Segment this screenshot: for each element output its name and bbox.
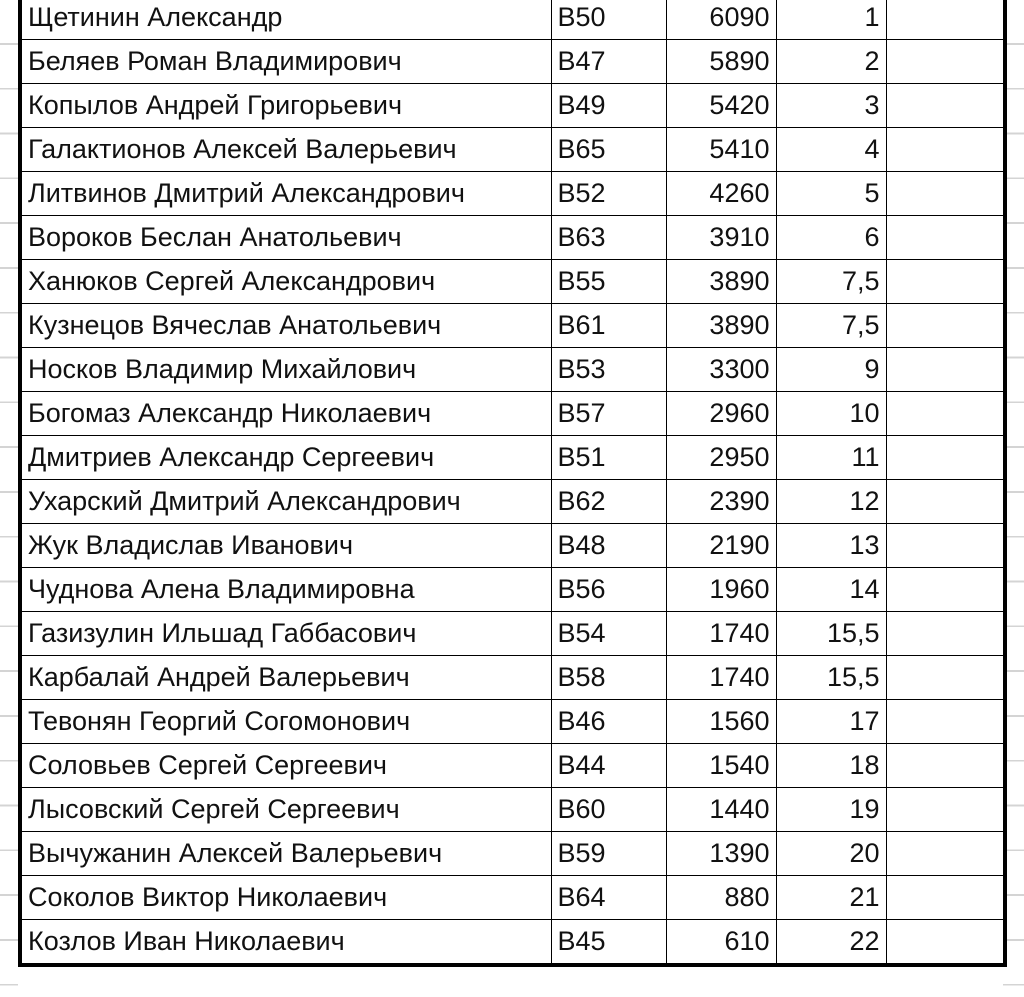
name-cell[interactable]: Соловьев Сергей Сергеевич — [20, 744, 551, 788]
name-cell[interactable]: Галактионов Алексей Валерьевич — [20, 128, 551, 172]
code-cell[interactable]: B63 — [551, 216, 666, 260]
score-cell[interactable]: 5420 — [666, 84, 776, 128]
rank-cell[interactable]: 2 — [776, 40, 886, 84]
code-cell[interactable]: B64 — [551, 876, 666, 920]
rank-cell[interactable]: 9 — [776, 348, 886, 392]
gridlines-left — [0, 0, 18, 997]
score-cell[interactable]: 5890 — [666, 40, 776, 84]
table-row — [20, 920, 1005, 966]
code-cell[interactable]: B62 — [551, 480, 666, 524]
table-row — [20, 436, 1005, 480]
score-cell[interactable]: 2190 — [666, 524, 776, 568]
code-cell[interactable]: B53 — [551, 348, 666, 392]
name-cell[interactable]: Козлов Иван Николаевич — [20, 920, 551, 966]
code-cell[interactable]: B54 — [551, 612, 666, 656]
name-cell[interactable]: Копылов Андрей Григорьевич — [20, 84, 551, 128]
code-cell[interactable]: B48 — [551, 524, 666, 568]
empty-cell[interactable] — [886, 260, 1005, 304]
name-cell[interactable]: Литвинов Дмитрий Александрович — [20, 172, 551, 216]
table-row — [20, 612, 1005, 656]
empty-cell[interactable] — [886, 480, 1005, 524]
results-table-body — [20, 0, 1005, 965]
code-cell[interactable]: B59 — [551, 832, 666, 876]
code-cell[interactable]: B55 — [551, 260, 666, 304]
score-cell[interactable]: 1540 — [666, 744, 776, 788]
empty-cell[interactable] — [886, 832, 1005, 876]
name-cell[interactable]: Богомаз Александр Николаевич — [20, 392, 551, 436]
empty-cell[interactable] — [886, 524, 1005, 568]
code-cell[interactable]: B58 — [551, 656, 666, 700]
table-row — [20, 128, 1005, 172]
code-cell[interactable]: B45 — [551, 920, 666, 966]
rank-cell[interactable]: 7,5 — [776, 260, 886, 304]
table-row — [20, 876, 1005, 920]
empty-cell[interactable] — [886, 304, 1005, 348]
empty-cell[interactable] — [886, 656, 1005, 700]
score-cell[interactable]: 610 — [666, 920, 776, 966]
empty-cell[interactable] — [886, 568, 1005, 612]
table-row — [20, 392, 1005, 436]
score-cell[interactable]: 2950 — [666, 436, 776, 480]
code-cell[interactable]: B52 — [551, 172, 666, 216]
code-cell[interactable]: B61 — [551, 304, 666, 348]
rank-cell[interactable]: 15,5 — [776, 656, 886, 700]
name-cell[interactable]: Лысовский Сергей Сергеевич — [20, 788, 551, 832]
rank-cell[interactable]: 13 — [776, 524, 886, 568]
table-row — [20, 84, 1005, 128]
name-cell[interactable]: Вороков Беслан Анатольевич — [20, 216, 551, 260]
rank-cell[interactable]: 1 — [776, 0, 886, 40]
empty-cell[interactable] — [886, 128, 1005, 172]
rank-cell[interactable]: 14 — [776, 568, 886, 612]
name-cell[interactable]: Кузнецов Вячеслав Анатольевич — [20, 304, 551, 348]
rank-cell[interactable]: 7,5 — [776, 304, 886, 348]
rank-cell[interactable]: 6 — [776, 216, 886, 260]
name-cell[interactable]: Соколов Виктор Николаевич — [20, 876, 551, 920]
empty-cell[interactable] — [886, 920, 1005, 966]
name-cell[interactable]: Носков Владимир Михайлович — [20, 348, 551, 392]
name-cell[interactable]: Ухарский Дмитрий Александрович — [20, 480, 551, 524]
score-cell[interactable]: 4260 — [666, 172, 776, 216]
score-cell[interactable]: 880 — [666, 876, 776, 920]
score-cell[interactable]: 2390 — [666, 480, 776, 524]
score-cell[interactable]: 5410 — [666, 128, 776, 172]
table-row — [20, 216, 1005, 260]
table-row — [20, 744, 1005, 788]
name-cell[interactable]: Газизулин Ильшад Габбасович — [20, 612, 551, 656]
name-cell[interactable]: Дмитриев Александр Сергеевич — [20, 436, 551, 480]
rank-cell[interactable]: 3 — [776, 84, 886, 128]
code-cell[interactable]: B65 — [551, 128, 666, 172]
empty-cell[interactable] — [886, 744, 1005, 788]
rank-cell[interactable]: 4 — [776, 128, 886, 172]
code-cell[interactable]: B49 — [551, 84, 666, 128]
rank-cell[interactable]: 19 — [776, 788, 886, 832]
name-cell[interactable]: Беляев Роман Владимирович — [20, 40, 551, 84]
rank-cell[interactable]: 20 — [776, 832, 886, 876]
empty-cell[interactable] — [886, 172, 1005, 216]
score-cell[interactable]: 1390 — [666, 832, 776, 876]
name-cell[interactable]: Чуднова Алена Владимировна — [20, 568, 551, 612]
table-row — [20, 656, 1005, 700]
rank-cell[interactable]: 11 — [776, 436, 886, 480]
score-cell[interactable]: 3890 — [666, 260, 776, 304]
table-row — [20, 40, 1005, 84]
rank-cell[interactable]: 18 — [776, 744, 886, 788]
name-cell[interactable]: Щетинин Александр — [20, 0, 551, 40]
name-cell[interactable]: Тевонян Георгий Согомонович — [20, 700, 551, 744]
results-table — [18, 0, 1007, 967]
code-cell[interactable]: B47 — [551, 40, 666, 84]
table-row — [20, 700, 1005, 744]
table-row — [20, 480, 1005, 524]
score-cell[interactable]: 3300 — [666, 348, 776, 392]
rank-cell[interactable]: 10 — [776, 392, 886, 436]
empty-cell[interactable] — [886, 700, 1005, 744]
score-cell[interactable]: 1960 — [666, 568, 776, 612]
score-cell[interactable]: 1740 — [666, 656, 776, 700]
rank-cell[interactable]: 12 — [776, 480, 886, 524]
score-cell[interactable]: 1740 — [666, 612, 776, 656]
table-row — [20, 0, 1005, 40]
empty-cell[interactable] — [886, 216, 1005, 260]
empty-cell[interactable] — [886, 876, 1005, 920]
table-row — [20, 568, 1005, 612]
empty-cell[interactable] — [886, 612, 1005, 656]
rank-cell[interactable]: 15,5 — [776, 612, 886, 656]
name-cell[interactable]: Жук Владислав Иванович — [20, 524, 551, 568]
score-cell[interactable]: 1560 — [666, 700, 776, 744]
name-cell[interactable]: Ханюков Сергей Александрович — [20, 260, 551, 304]
rank-cell[interactable]: 21 — [776, 876, 886, 920]
table-row — [20, 172, 1005, 216]
empty-cell[interactable] — [886, 788, 1005, 832]
empty-cell[interactable] — [886, 436, 1005, 480]
score-cell[interactable]: 2960 — [666, 392, 776, 436]
code-cell[interactable]: B56 — [551, 568, 666, 612]
code-cell[interactable]: B60 — [551, 788, 666, 832]
name-cell[interactable]: Карбалай Андрей Валерьевич — [20, 656, 551, 700]
table-row — [20, 304, 1005, 348]
empty-cell[interactable] — [886, 84, 1005, 128]
table-row — [20, 832, 1005, 876]
score-cell[interactable]: 3910 — [666, 216, 776, 260]
table-row — [20, 788, 1005, 832]
code-cell[interactable]: B46 — [551, 700, 666, 744]
rank-cell[interactable]: 5 — [776, 172, 886, 216]
code-cell[interactable]: B57 — [551, 392, 666, 436]
code-cell[interactable]: B44 — [551, 744, 666, 788]
rank-cell[interactable]: 22 — [776, 920, 886, 966]
code-cell[interactable]: B50 — [551, 0, 666, 40]
table-row — [20, 524, 1005, 568]
empty-cell[interactable] — [886, 40, 1005, 84]
name-cell[interactable]: Вычужанин Алексей Валерьевич — [20, 832, 551, 876]
table-row — [20, 348, 1005, 392]
score-cell[interactable]: 1440 — [666, 788, 776, 832]
empty-cell[interactable] — [886, 392, 1005, 436]
table-row — [20, 260, 1005, 304]
empty-cell[interactable] — [886, 0, 1005, 40]
rank-cell[interactable]: 17 — [776, 700, 886, 744]
score-cell[interactable]: 6090 — [666, 0, 776, 40]
empty-cell[interactable] — [886, 348, 1005, 392]
score-cell[interactable]: 3890 — [666, 304, 776, 348]
code-cell[interactable]: B51 — [551, 436, 666, 480]
